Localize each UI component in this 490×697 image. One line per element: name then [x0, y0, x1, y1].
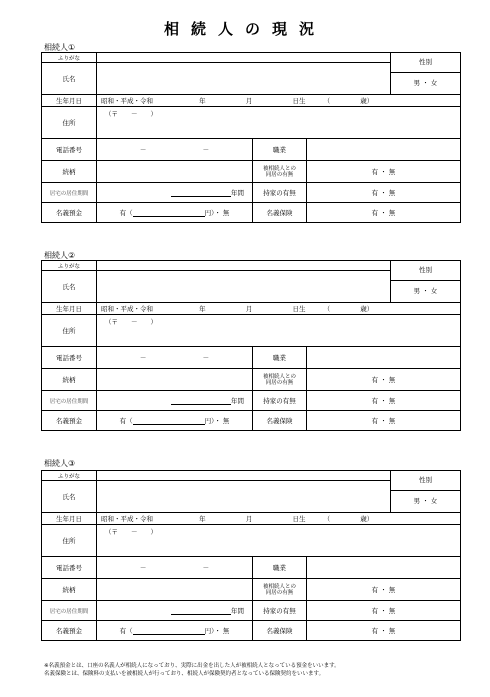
- cohabitation-label-line1: 被相続人との: [262, 373, 296, 380]
- own-house-options[interactable]: 有 ・ 無: [307, 601, 461, 621]
- deposit-field[interactable]: [97, 203, 253, 223]
- heir-2-table: [41, 260, 461, 431]
- insurance-label: 名義保険: [253, 203, 307, 223]
- phone-dash: －: [202, 564, 210, 572]
- birth-month: 月: [245, 515, 253, 523]
- cohabitation-options[interactable]: 有 ・ 無: [307, 369, 461, 391]
- own-house-label: 持家の有無: [253, 601, 307, 621]
- birth-day: 日生: [292, 97, 306, 105]
- residence-period-field[interactable]: [97, 391, 253, 411]
- footnote-insurance: 名義保険とは、保険料の支払いを被相続人が行っており、相続人が保険契約者となっている保険契約をいいます。: [44, 671, 325, 677]
- phone-label: 電話番号: [42, 347, 97, 369]
- birth-year: 年: [199, 97, 206, 105]
- cohabitation-label-line2: 同居の有無: [265, 589, 294, 596]
- heir-3-label: 相続人③: [44, 459, 76, 468]
- residence-period-line: [171, 607, 231, 615]
- gender-cell: [391, 53, 461, 95]
- phone-label: 電話番号: [42, 557, 97, 579]
- age-close: 歳）: [360, 305, 374, 313]
- birth-field[interactable]: [97, 303, 461, 315]
- deposit-amount-line: [133, 627, 205, 635]
- age-close: 歳）: [360, 515, 374, 523]
- birth-year: 年: [199, 515, 206, 523]
- cohabitation-label: [253, 579, 307, 601]
- age-open: （: [323, 515, 331, 523]
- furigana-label: ふりがな: [42, 261, 97, 271]
- heir-1-table: [41, 52, 461, 223]
- own-house-options[interactable]: 有 ・ 無: [307, 183, 461, 203]
- insurance-label: 名義保険: [253, 621, 307, 641]
- occupation-label: 職業: [253, 347, 307, 369]
- address-field[interactable]: [97, 107, 461, 139]
- address-field[interactable]: [97, 315, 461, 347]
- phone-dash: －: [139, 564, 147, 572]
- deposit-yes: 有（: [119, 417, 133, 425]
- insurance-options[interactable]: 有 ・ 無: [307, 203, 461, 223]
- age-close: 歳）: [360, 97, 374, 105]
- residence-period-line: [171, 189, 231, 197]
- occupation-field[interactable]: [307, 139, 461, 161]
- birth-day: 日生: [292, 305, 306, 313]
- gender-cell: [391, 471, 461, 513]
- deposit-label: 名義預金: [42, 411, 97, 431]
- residence-period-field[interactable]: [97, 183, 253, 203]
- birth-year: 年: [199, 305, 206, 313]
- address-label: 住所: [42, 107, 97, 139]
- heir-3-table: [41, 470, 461, 641]
- own-house-options[interactable]: 有 ・ 無: [307, 391, 461, 411]
- name-label: 氏名: [42, 63, 97, 95]
- deposit-yes: 有（: [119, 209, 133, 217]
- age-open: （: [323, 97, 331, 105]
- footnote: [44, 662, 340, 678]
- phone-dash: －: [202, 146, 210, 154]
- address-label: 住所: [42, 315, 97, 347]
- deposit-field[interactable]: [97, 411, 253, 431]
- years-unit: 年間: [231, 397, 244, 405]
- deposit-suffix: 円）・ 無: [204, 209, 230, 217]
- birth-label: 生年月日: [42, 303, 97, 315]
- gender-options[interactable]: 男 ・ 女: [413, 497, 438, 505]
- age-open: （: [323, 305, 331, 313]
- deposit-amount-line: [133, 209, 205, 217]
- heir-1-label: 相続人①: [44, 43, 76, 52]
- relationship-field[interactable]: [97, 161, 253, 183]
- furigana-label: ふりがな: [42, 53, 97, 63]
- deposit-field[interactable]: [97, 621, 253, 641]
- page-title: 相続人の現況: [163, 20, 326, 38]
- cohabitation-label-line1: 被相続人との: [262, 583, 296, 590]
- deposit-suffix: 円）・ 無: [204, 417, 230, 425]
- own-house-label: 持家の有無: [253, 183, 307, 203]
- postal-code: （〒 － ）: [105, 528, 157, 536]
- cohabitation-label-line1: 被相続人との: [262, 165, 296, 172]
- occupation-field[interactable]: [307, 557, 461, 579]
- cohabitation-options[interactable]: 有 ・ 無: [307, 579, 461, 601]
- deposit-amount-line: [133, 417, 205, 425]
- occupation-label: 職業: [253, 557, 307, 579]
- gender-cell: [391, 261, 461, 303]
- relationship-label: 続柄: [42, 161, 97, 183]
- relationship-field[interactable]: [97, 369, 253, 391]
- birth-month: 月: [245, 305, 253, 313]
- phone-dash: －: [139, 354, 147, 362]
- residence-period-label: 居宅の居住期間: [42, 391, 97, 411]
- occupation-field[interactable]: [307, 347, 461, 369]
- furigana-field[interactable]: [97, 261, 391, 271]
- gender-options[interactable]: 男 ・ 女: [413, 79, 438, 87]
- insurance-label: 名義保険: [253, 411, 307, 431]
- residence-period-label: 居宅の居住期間: [42, 601, 97, 621]
- footnote-deposit: ※名義預金とは、口座の名義人が相続人になっており、実際に出金を出した人が被相続人となっている預金をいいます。: [44, 663, 340, 669]
- relationship-field[interactable]: [97, 579, 253, 601]
- cohabitation-label-line2: 同居の有無: [265, 171, 294, 178]
- gender-options[interactable]: 男 ・ 女: [413, 287, 438, 295]
- furigana-label: ふりがな: [42, 471, 97, 481]
- cohabitation-label: [253, 369, 307, 391]
- residence-period-field[interactable]: [97, 601, 253, 621]
- relationship-label: 続柄: [42, 579, 97, 601]
- birth-label: 生年月日: [42, 95, 97, 107]
- phone-dash: －: [202, 354, 210, 362]
- residence-period-label: 居宅の居住期間: [42, 183, 97, 203]
- birth-field[interactable]: [97, 95, 461, 107]
- postal-code: （〒 － ）: [105, 318, 157, 326]
- deposit-label: 名義預金: [42, 621, 97, 641]
- birth-era: 昭和・平成・令和: [101, 305, 153, 313]
- deposit-label: 名義預金: [42, 203, 97, 223]
- phone-field[interactable]: [97, 557, 253, 579]
- gender-label: 性別: [391, 261, 460, 281]
- address-field[interactable]: [97, 525, 461, 557]
- years-unit: 年間: [231, 607, 244, 615]
- birth-month: 月: [245, 97, 253, 105]
- insurance-options[interactable]: 有 ・ 無: [307, 621, 461, 641]
- birth-field[interactable]: [97, 513, 461, 525]
- own-house-label: 持家の有無: [253, 391, 307, 411]
- occupation-label: 職業: [253, 139, 307, 161]
- birth-label: 生年月日: [42, 513, 97, 525]
- insurance-options[interactable]: 有 ・ 無: [307, 411, 461, 431]
- phone-field[interactable]: [97, 139, 253, 161]
- birth-era: 昭和・平成・令和: [101, 97, 153, 105]
- name-field[interactable]: [97, 63, 391, 95]
- phone-label: 電話番号: [42, 139, 97, 161]
- deposit-suffix: 円）・ 無: [204, 627, 230, 635]
- name-field[interactable]: [97, 271, 391, 303]
- gender-label: 性別: [391, 471, 460, 491]
- heir-2-label: 相続人②: [44, 251, 76, 260]
- years-unit: 年間: [231, 189, 244, 197]
- residence-period-line: [171, 397, 231, 405]
- birth-era: 昭和・平成・令和: [101, 515, 153, 523]
- name-label: 氏名: [42, 481, 97, 513]
- gender-label: 性別: [391, 53, 460, 73]
- cohabitation-options[interactable]: 有 ・ 無: [307, 161, 461, 183]
- birth-day: 日生: [292, 515, 306, 523]
- phone-field[interactable]: [97, 347, 253, 369]
- deposit-yes: 有（: [119, 627, 133, 635]
- name-label: 氏名: [42, 271, 97, 303]
- relationship-label: 続柄: [42, 369, 97, 391]
- cohabitation-label-line2: 同居の有無: [265, 379, 294, 386]
- phone-dash: －: [139, 146, 147, 154]
- address-label: 住所: [42, 525, 97, 557]
- name-field[interactable]: [97, 481, 391, 513]
- cohabitation-label: [253, 161, 307, 183]
- postal-code: （〒 － ）: [105, 110, 157, 118]
- furigana-field[interactable]: [97, 471, 391, 481]
- furigana-field[interactable]: [97, 53, 391, 63]
